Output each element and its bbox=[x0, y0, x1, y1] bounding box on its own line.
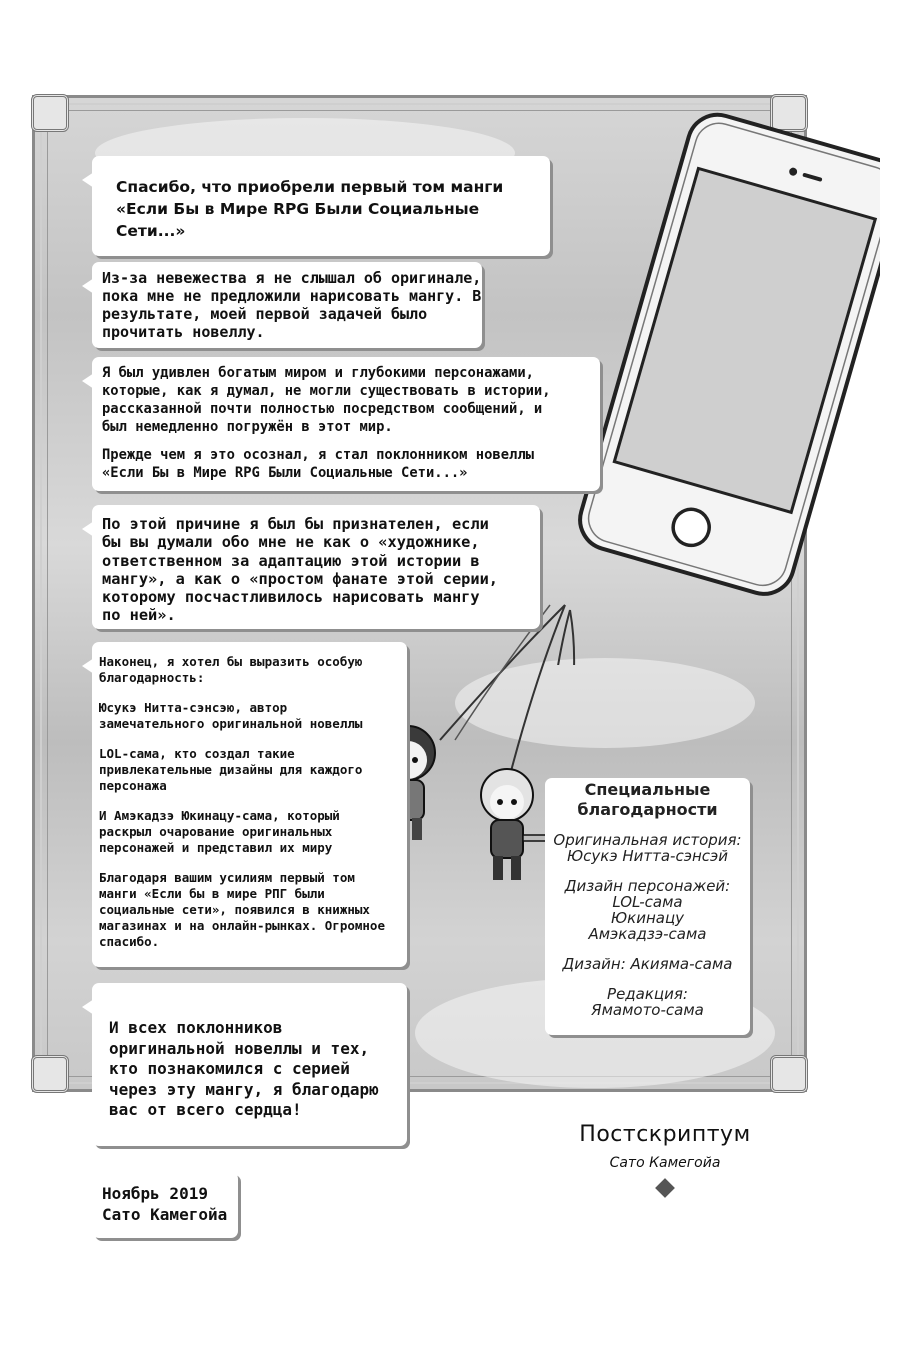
message-bubble-fan bbox=[92, 505, 540, 629]
bubble-line: Сети...» bbox=[116, 222, 186, 240]
bubble-line: которому посчастливилось нарисовать мангу bbox=[102, 588, 480, 607]
diamond-icon bbox=[655, 1178, 675, 1198]
message-bubble-acknowledgements bbox=[92, 642, 407, 967]
credit-label: Оригинальная история: bbox=[553, 831, 742, 849]
postscript-title: Постскриптум bbox=[579, 1122, 751, 1147]
bubble-tail bbox=[82, 1188, 94, 1204]
bubble-tail bbox=[82, 172, 94, 188]
bubble-line: манги «Если бы в мире РПГ были bbox=[99, 886, 325, 901]
bubble-tail bbox=[82, 658, 94, 674]
bubble-line: Юсукэ Нитта-сэнсэю, автор bbox=[99, 700, 288, 715]
bubble-line: ответственном за адаптацию этой истории в bbox=[102, 551, 480, 570]
bubble-line: Я был удивлен богатым миром и глубокими персонажами, bbox=[102, 365, 534, 381]
celtic-knot-corner-icon bbox=[31, 1055, 69, 1093]
bubble-line: LOL-сама, кто создал такие bbox=[99, 746, 295, 761]
bubble-tail bbox=[82, 521, 94, 537]
bubble-line: был немедленно погружён в этот мир. bbox=[102, 419, 393, 435]
bubble-line: Из-за невежества я не слышал об оригинале, bbox=[102, 269, 482, 287]
postscript-block bbox=[560, 1122, 770, 1195]
bubble-line: результате, моей первой задачей было bbox=[102, 305, 428, 323]
bubble-line: Прежде чем я это осознал, я стал поклонником новеллы bbox=[102, 447, 534, 463]
bubble-line: мангу», а как о «простом фанате этой серии, bbox=[102, 569, 499, 588]
special-thanks-title: Специальные bbox=[584, 780, 711, 799]
bubble-line: Спасибо, что приобрели первый том манги bbox=[116, 178, 504, 196]
bubble-line: благодарность: bbox=[99, 670, 205, 685]
bubble-line: «Если Бы в Мире RPG Были Социальные bbox=[116, 200, 480, 218]
celtic-knot-corner-icon bbox=[770, 1055, 808, 1093]
bubble-line: вас от всего сердца! bbox=[109, 1100, 302, 1119]
bubble-line: раскрыл очарование оригинальных bbox=[99, 824, 333, 839]
bubble-tail bbox=[82, 278, 94, 294]
bubble-line: «Если Бы в Мире RPG Были Социальные Сети...» bbox=[102, 465, 468, 481]
special-thanks-card bbox=[545, 778, 750, 1035]
bubble-line: прочитать новеллу. bbox=[102, 323, 265, 341]
credit-name: Ямамото-сама bbox=[591, 1001, 704, 1019]
message-bubble-signature bbox=[92, 1172, 238, 1238]
credit-name: LOL-сама bbox=[612, 893, 683, 911]
message-bubble-impressions bbox=[92, 357, 600, 491]
bubble-line: пока мне не предложили нарисовать мангу. В bbox=[102, 287, 482, 305]
bubble-line: оригинальной новеллы и тех, bbox=[109, 1038, 370, 1058]
bubble-line: привлекательные дизайны для каждого bbox=[99, 762, 363, 777]
bubble-line: магазинах и на онлайн-рынках. Огромное bbox=[99, 918, 385, 933]
bubble-line: персонажей и представил их миру bbox=[99, 840, 333, 855]
credit-name: Юкинацу bbox=[610, 909, 685, 927]
bubble-line: через эту мангу, я благодарю bbox=[109, 1079, 379, 1099]
bubble-line: персонажа bbox=[99, 778, 167, 793]
message-bubble-fans-thanks bbox=[92, 983, 407, 1146]
bubble-line: Благодаря вашим усилиям первый том bbox=[99, 870, 355, 885]
credit-label: Редакция: bbox=[607, 985, 688, 1003]
credit-design: Дизайн: Акияма-сама bbox=[562, 955, 733, 973]
bubble-tail bbox=[82, 999, 94, 1015]
bubble-line: Наконец, я хотел бы выразить особую bbox=[99, 654, 363, 669]
credit-name: Юсукэ Нитта-сэнсэй bbox=[566, 847, 728, 865]
credit-name: Амэкадзэ-сама bbox=[588, 925, 707, 943]
bubble-line: кто познакомился с серией bbox=[109, 1059, 350, 1078]
bubble-line: социальные сети», появился в книжных bbox=[99, 902, 370, 917]
bubble-line: бы вы думали обо мне не как о «художнике, bbox=[102, 533, 480, 552]
message-bubble-thanks bbox=[92, 156, 550, 256]
celtic-knot-corner-icon bbox=[31, 94, 69, 132]
bubble-tail bbox=[82, 373, 94, 389]
signature-name: Сато Камегойа bbox=[102, 1205, 228, 1224]
bubble-line: спасибо. bbox=[99, 934, 160, 949]
bubble-line: И всех поклонников bbox=[109, 1018, 283, 1037]
bubble-line: рассказанной почти полностью посредством сообщений, и bbox=[102, 401, 543, 417]
special-thanks-title: благодарности bbox=[577, 800, 718, 819]
message-bubble-ignorance bbox=[92, 262, 482, 348]
postscript-author: Сато Камегойа bbox=[609, 1155, 721, 1171]
bubble-line: замечательного оригинальной новеллы bbox=[99, 716, 363, 731]
bubble-line: По этой причине я был бы признателен, если bbox=[102, 515, 489, 533]
credit-label: Дизайн персонажей: bbox=[564, 877, 731, 895]
bubble-line: которые, как я думал, не могли существовать в истории, bbox=[102, 383, 551, 399]
bubble-line: по ней». bbox=[102, 606, 176, 625]
bubble-line: И Амэкадзэ Юкинацу-сама, который bbox=[99, 808, 340, 823]
signature-date: Ноябрь 2019 bbox=[102, 1184, 208, 1203]
